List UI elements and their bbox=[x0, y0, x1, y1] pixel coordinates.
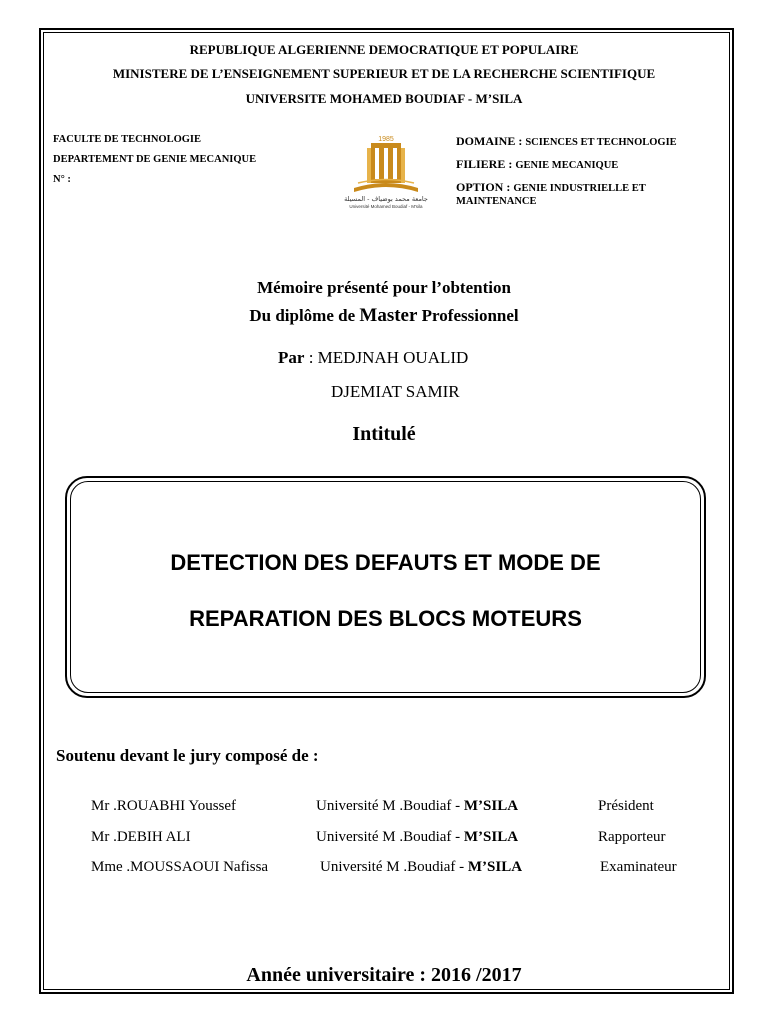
jury-member-role: Président bbox=[598, 798, 654, 814]
number-label: N° : bbox=[53, 174, 71, 185]
svg-text:Université Mohamed Boudiaf - M: Université Mohamed Boudiaf - M'sila bbox=[349, 204, 423, 209]
jury-member-name: Mme .MOUSSAOUI Nafissa bbox=[91, 859, 269, 875]
jury-member-univ: Université M .Boudiaf - M’SILA bbox=[316, 798, 519, 814]
thesis-title-line1: DETECTION DES DEFAUTS ET MODE DE bbox=[170, 550, 601, 575]
header-university: UNIVERSITE MOHAMED BOUDIAF - M’SILA bbox=[245, 91, 523, 106]
domaine-row: DOMAINE : SCIENCES ET TECHNOLOGIE bbox=[456, 134, 677, 148]
header-ministry: MINISTERE DE L’ENSEIGNEMENT SUPERIEUR ET DE LA RECHERCHE SCIENTIFIQUE bbox=[112, 66, 656, 81]
memoire-line2: Du diplôme de Master Professionnel bbox=[249, 305, 519, 326]
jury-member-role: Rapporteur bbox=[598, 829, 666, 845]
faculty-label: FACULTE DE TECHNOLOGIE bbox=[53, 134, 202, 145]
author-line1: Par : MEDJNAH OUALID bbox=[278, 348, 469, 367]
svg-text:1985: 1985 bbox=[378, 136, 394, 143]
title-box-inner bbox=[70, 481, 701, 693]
memoire-line1: Mémoire présenté pour l’obtention bbox=[257, 278, 511, 297]
jury-member-role: Examinateur bbox=[600, 859, 677, 875]
jury-member-name: Mr .DEBIH ALI bbox=[91, 829, 191, 845]
header-republic: REPUBLIQUE ALGERIENNE DEMOCRATIQUE ET POPULAIRE bbox=[189, 42, 579, 57]
jury-member-univ: Université M .Boudiaf - M’SILA bbox=[316, 829, 519, 845]
svg-text:جامعة محمد بوضياف - المسيلة: جامعة محمد بوضياف - المسيلة bbox=[344, 195, 428, 203]
thesis-title-line2: REPARATION DES BLOCS MOTEURS bbox=[189, 606, 582, 631]
filiere-row: FILIERE : GENIE MECANIQUE bbox=[456, 157, 619, 171]
academic-year: Année universitaire : 2016 /2017 bbox=[246, 964, 522, 986]
jury-heading: Soutenu devant le jury composé de : bbox=[56, 746, 319, 765]
option-row: OPTION : GENIE INDUSTRIELLE ET bbox=[456, 180, 646, 194]
university-logo bbox=[334, 132, 446, 210]
author-line2: DJEMIAT SAMIR bbox=[331, 382, 460, 401]
department-label: DEPARTEMENT DE GENIE MECANIQUE bbox=[53, 154, 257, 165]
jury-member-univ: Université M .Boudiaf - M’SILA bbox=[320, 859, 523, 875]
jury-member-name: Mr .ROUABHI Youssef bbox=[91, 798, 237, 814]
intitule-heading: Intitulé bbox=[352, 423, 416, 445]
option-row-cont: MAINTENANCE bbox=[456, 196, 537, 207]
